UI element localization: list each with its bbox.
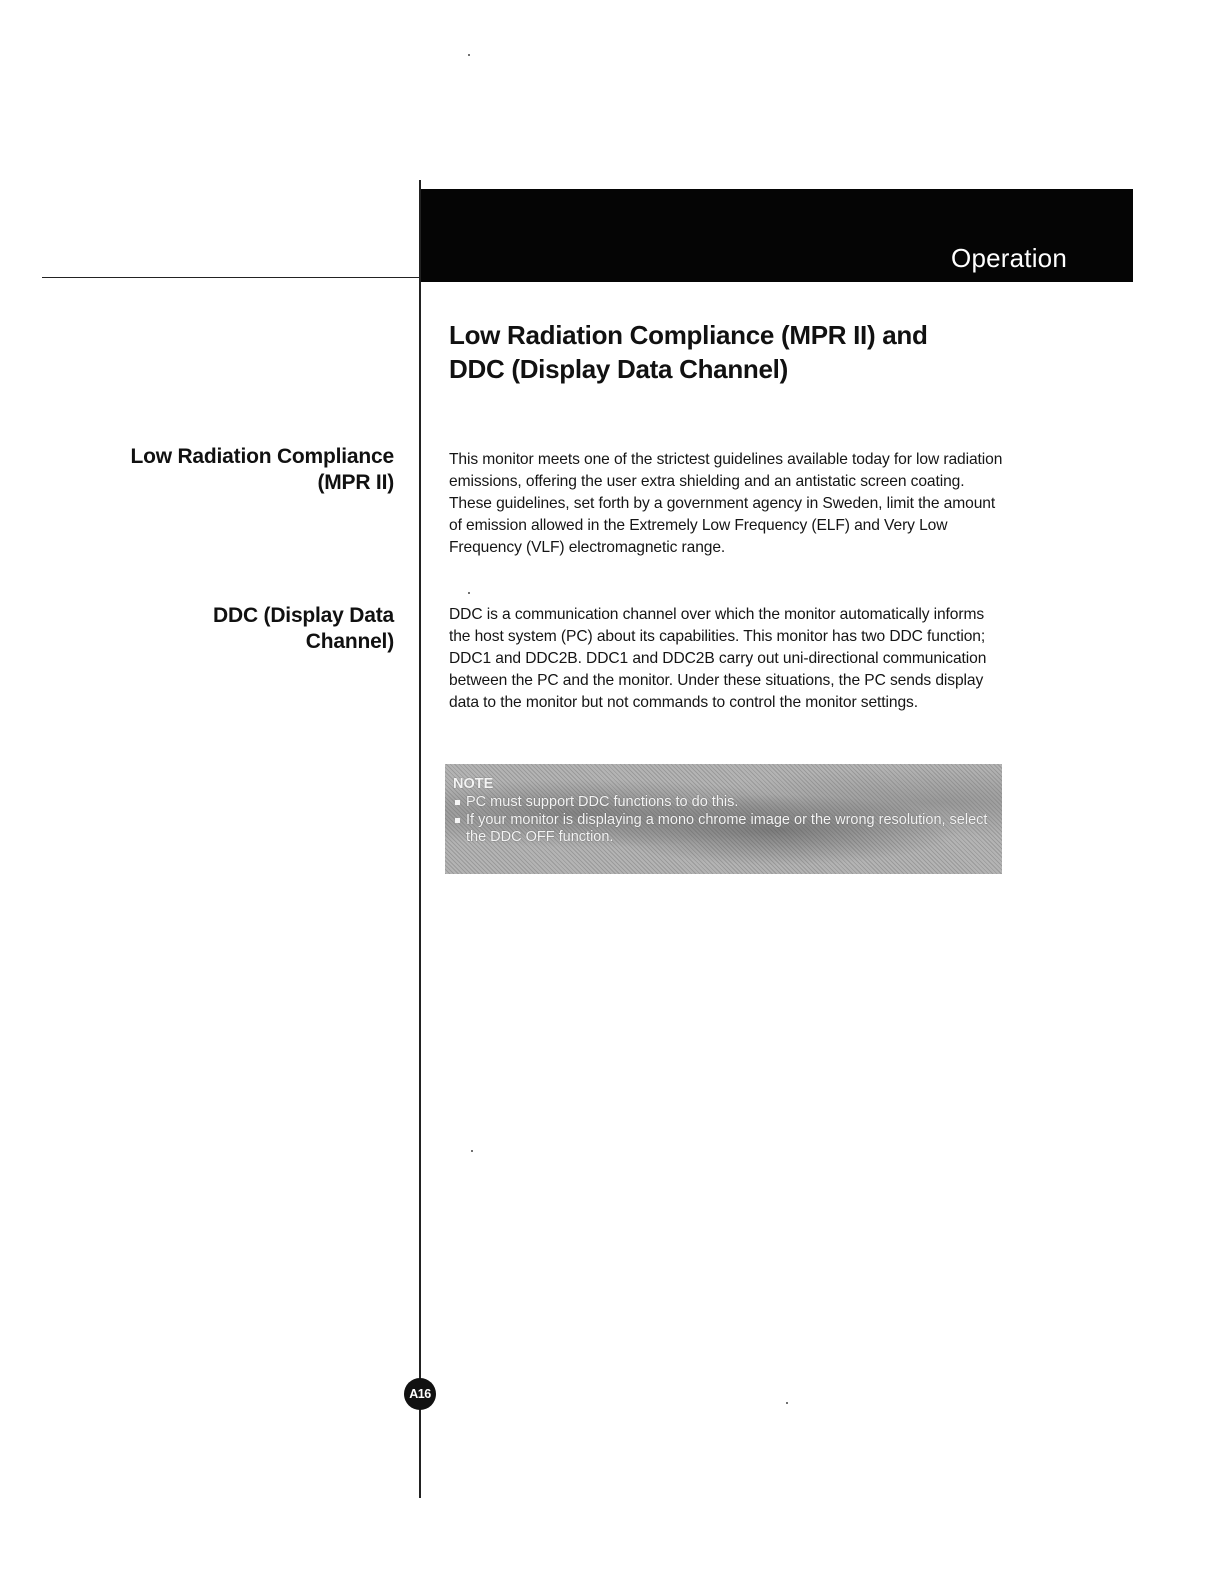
mpr-section-heading xyxy=(94,444,394,496)
mpr-section-body: This monitor meets one of the strictest guidelines available today for low radiation emissions, offering the user extra shielding and an antistatic screen coating. These guidelines, set forth by a government agency in Sweden, limit the amount of emission allowed in the Extremely Low Frequency (ELF) and Very Low Frequency (VLF) electromagnetic range. xyxy=(449,451,1003,556)
section-header-band xyxy=(420,189,1133,282)
ddc-heading-line-1: DDC (Display Data xyxy=(213,604,394,627)
column-divider xyxy=(419,180,421,1498)
ddc-section-heading xyxy=(94,603,394,655)
page-title-line-1: Low Radiation Compliance (MPR II) and xyxy=(449,320,928,350)
note-box xyxy=(445,764,1002,874)
mpr-heading-line-2: (MPR II) xyxy=(317,471,394,494)
page-number-badge: A16 xyxy=(404,1378,436,1410)
scan-speck xyxy=(786,1402,788,1404)
ddc-section-body: DDC is a communication channel over which the monitor automatically informs the host system (PC) about its capabilities. This monitor has two DDC function; DDC1 and DDC2B. DDC1 and DDC2B carry out uni-directional communication between the PC and the monitor. Under these situations, the PC sends display data to the monitor but not commands to control the monitor settings. xyxy=(449,606,987,711)
scan-speck xyxy=(468,592,470,594)
note-title: NOTE xyxy=(453,776,494,792)
note-item: PC must support DDC functions to do this. xyxy=(453,794,992,811)
mpr-heading-line-1: Low Radiation Compliance xyxy=(130,445,394,468)
scan-speck xyxy=(471,1150,473,1152)
page-title xyxy=(449,318,1009,386)
section-title: Operation xyxy=(951,243,1067,273)
page-title-line-2: DDC (Display Data Channel) xyxy=(449,354,788,384)
scan-speck xyxy=(468,54,470,56)
note-list xyxy=(453,794,992,846)
ddc-heading-line-2: Channel) xyxy=(305,630,394,653)
note-item: If your monitor is displaying a mono chrome image or the wrong resolution, select the DDC OFF function. xyxy=(453,812,992,846)
header-divider xyxy=(42,277,420,278)
